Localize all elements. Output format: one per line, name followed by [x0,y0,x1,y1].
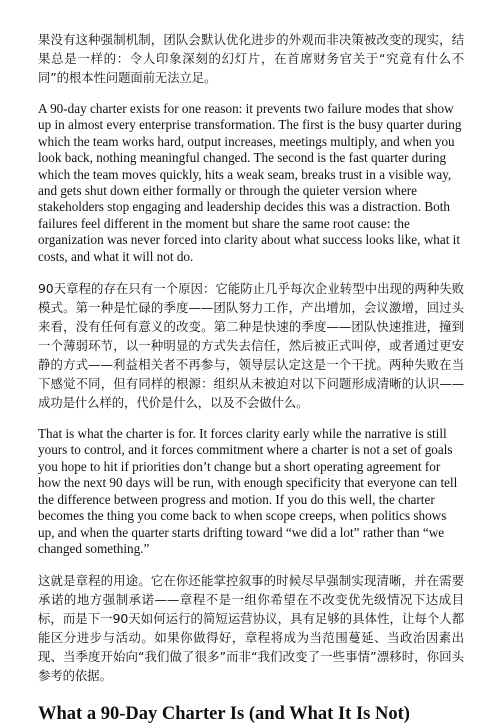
paragraph-zh-intro: 果没有这种强制机制，团队会默认优化进步的外观而非决策被改变的现实，结果总是一样的：令人印象深刻的幻灯片，在首席财务官关于“究竟有什么不同”的根本性问题面前无法立足。 [38,32,464,85]
paragraph-en-charter-use: That is what the charter is for. It forces clarity early while the narrative is still yours to control, and it forces commitment where a charter is not a set of goals you hope to hit if priorities don’t change but a short operating agreement for how the next 90 days will be run, with enough specificity that everyone can tell the difference between progress and motion. If you do this well, the charter becomes the thing you come back to when scope creeps, when politics shows up, and when the quarter starts drifting toward “we did a lot” rather than “we changed something.” [38,426,458,556]
paragraph-en-purpose: A 90-day charter exists for one reason: it prevents two failure modes that show up in almost every enterprise transformation. The first is the busy quarter during which the team works hard, output increases, meetings multiply, and when you look back, nothing meaningful changed. The second is the fast quarter during which the team moves quickly, hits a weak seam, breaks trust in a visible way, and gets shut down either formally or through the quieter version where stakeholders stop engaging and leadership decides this was a distraction. Both failures feel different in the moment but share the same root cause: the organization was never forced into clarity about what success looks like, what it costs, and what it will not do. [38,101,462,264]
paragraph-zh-purpose: 90天章程的存在只有一个原因：它能防止几乎每次企业转型中出现的两种失败模式。第一种是忙碌的季度——团队努力工作，产出增加，会议激增，回过头来看，没有任何有意义的改变。第二种是快速的季度——团队快速推进，撞到一个薄弱环节，以一种明显的方式失去信任，然后被正式叫停，或者通过更安静的方式——利益相关者不再参与，领导层认定这是一个干扰。两种失败在当下感觉不同，但有同样的根源：组织从未被迫对以下问题形成清晰的认识——成功是什么样的，代价是什么，以及不会做什么。 [38,281,464,411]
section-heading: What a 90-Day Charter Is (and What It Is Not) [38,704,410,725]
paragraph-zh-charter-use: 这就是章程的用途。它在你还能掌控叙事的时候尽早强制实现清晰，并在需要承诺的地方强制承诺——章程不是一组你希望在不改变优先级情况下达成目标，而是下一90天如何运行的简短运营协议，具有足够的具体性，让每个人都能区分进步与活动。如果你做得好，章程将成为当范围蔓延、当政治因素出现、当季度开始向“我们做了很多”而非“我们改变了一些事情”漂移时，你回头参考的依据。 [38,573,464,684]
document-page [38,30,464,725]
